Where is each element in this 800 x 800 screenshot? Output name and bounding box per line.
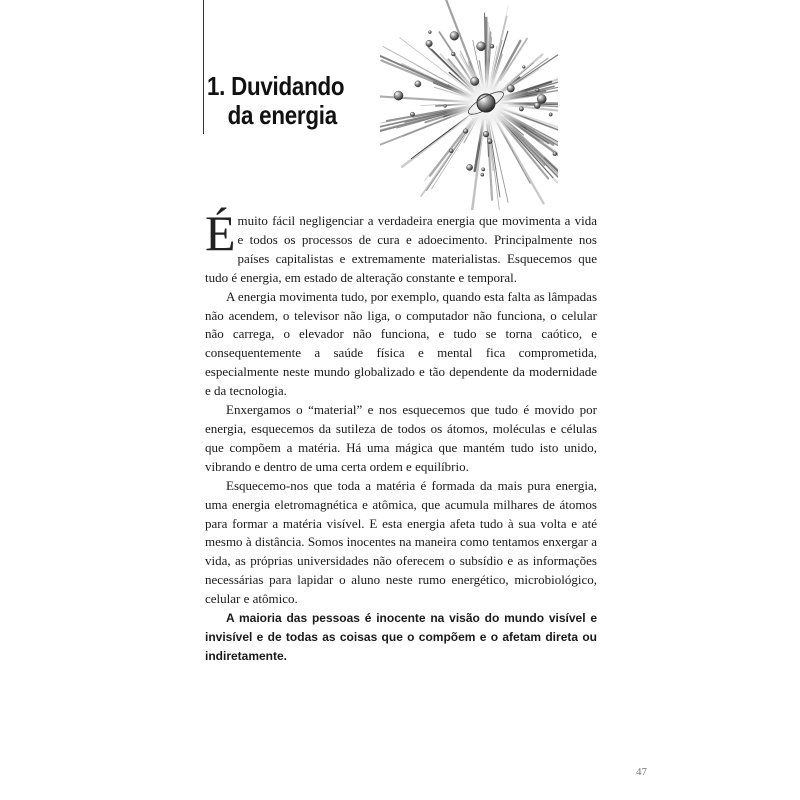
paragraph-1-text: muito fácil negligenciar a verdadeira energia que movimenta a vida e todos os processos de cura e adoecimento. Principalmente nos países capitalistas e extremamente materialistas. Esquecemos que tudo é energia, em estado de alteração constante e temporal. (205, 213, 597, 285)
paragraph-3: Enxergamos o “material” e nos esquecemos que tudo é movido por energia, esquecemos da sutileza de todos os átomos, moléculas e células que compõem a matéria. Há uma mágica que mantém tudo isto unido, vibrando e dentro de uma certa ordem e equilíbrio. (205, 402, 597, 474)
page-number: 47 (636, 766, 647, 778)
header-rule (203, 0, 204, 134)
paragraph-1 (205, 205, 597, 288)
paragraph-5-emphasis: A maioria das pessoas é inocente na visão do mundo visível e invisível e de todas as coisas que o compõem e o afetam direta ou indiretamente. (205, 611, 597, 664)
chapter-title-line-1: 1. Duvidando (207, 71, 345, 101)
chapter-title-line-2: da energia (227, 100, 337, 130)
body-text (205, 205, 597, 666)
drop-cap: É (205, 205, 236, 261)
chapter-title (207, 72, 344, 130)
paragraph-4: Esquecemo-nos que toda a matéria é formada da mais pura energia, uma energia eletromagnética e atômica, que acumula milhares de átomos para formar a matéria visível. E esta energia afeta tudo à sua volta e até mesmo à distância. Somos inocentes na maneira como tentamos enxergar a vida, as próprias universidades não oferecem o subsídio e as informações necessárias para lapidar o aluno neste rumo energético, microbiológico, celular e atômico. (205, 477, 597, 607)
paragraph-2: A energia movimenta tudo, por exemplo, quando esta falta as lâmpadas não acendem, o televisor não liga, o computador não funciona, o celular não carrega, o elevador não funciona, e tudo se torna caótico, e consequentemente a saúde física e mental fica comprometida, especialmente neste mundo globalizado e tão dependente da modernidade e da tecnologia. (205, 288, 597, 399)
energy-burst-icon (380, 0, 558, 210)
